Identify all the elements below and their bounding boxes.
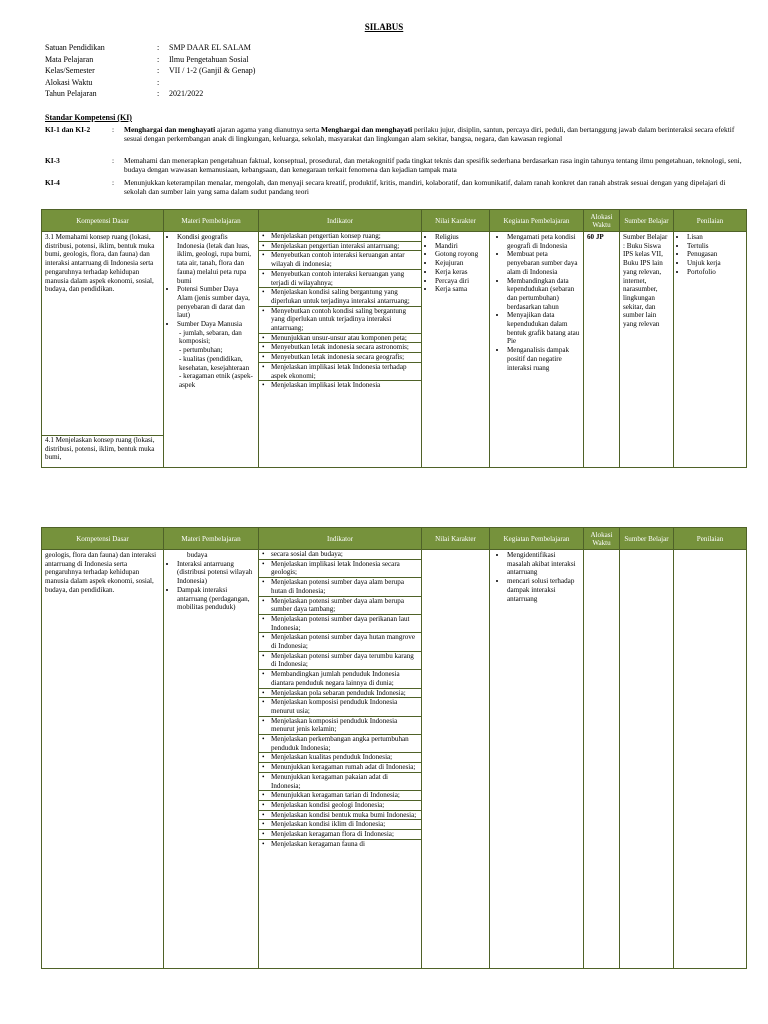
sk-heading: Standar Kompetensi (KI) bbox=[45, 113, 132, 122]
indikator-item: • Menyebutkan contoh interaksi keruangan antar wilayah di indonesia; bbox=[259, 251, 421, 269]
indikator-item: • Menjelaskan kondisi iklim di Indonesia; bbox=[259, 820, 421, 830]
list-item: • Interaksi antarruang (distribusi potensi wilayah Indonesia) bbox=[177, 560, 255, 586]
indikator-item: • Menjelaskan keragaman flora di Indonesia; bbox=[259, 830, 421, 840]
list-item: • Mengamati peta kondisi geografi di Indonesia bbox=[507, 233, 580, 250]
table-row bbox=[42, 550, 747, 969]
indikator-cell bbox=[259, 550, 422, 969]
list-item: • Menganalisis dampak positif dan negatire interaksi ruang bbox=[507, 346, 580, 372]
indikator-item: • Menjelaskan komposisi penduduk Indonesia menurut usia; bbox=[259, 698, 421, 716]
indikator-item: • Menyebutkan contoh kondisi saling bergantung yang diperlukan untuk terjadinya interaksi antarruang; bbox=[259, 307, 421, 334]
header-kegiatan: Kegiatan Pembelajaran bbox=[490, 210, 584, 232]
list-item: • Lisan bbox=[687, 233, 743, 242]
header-indikator: Indikator bbox=[259, 210, 422, 232]
indikator-item: • Menjelaskan potensi sumber daya hutan mangrove di Indonesia; bbox=[259, 633, 421, 651]
indikator-continued: • secara sosial dan budaya; bbox=[259, 550, 421, 560]
indikator-item: • Menjelaskan perkembangan angka pertumbuhan penduduk Indonesia; bbox=[259, 735, 421, 753]
penilaian-cell bbox=[674, 550, 747, 969]
list-item: • Membuat peta penyebaran sumber daya alam di Indonesia bbox=[507, 250, 580, 276]
ki-row: KI-4 : Menunjukkan keterampilan menalar, mengolah, dan menyaji secara kreatif, produktif, kritis, mandiri, kolaboratif, dan komunikatif, dalam ranah konkret dan ranah abstrak sesuai dengan yang dipelajari di sekolah dan sumber lain yang sama dalam sudut pandang teori bbox=[45, 178, 726, 196]
list-item: • Kondisi geografis Indonesia (letak dan luas, iklim, geologi, rupa bumi, tata air, tanah, flora dan fauna) melalui peta rupa bumi bbox=[177, 233, 255, 285]
info-block bbox=[45, 42, 255, 100]
silabus-table-1 bbox=[41, 209, 747, 468]
kd-text: 3.1 Memahami konsep ruang (lokasi, distribusi, potensi, iklim, bentuk muka bumi, geologis, flora, dan fauna) dan interaksi antarruang di Indonesia serta pengaruhnya terhadap kehidupan manusia dalam aspek ekonomi, sosial, budaya, dan pendidikan. bbox=[45, 233, 155, 294]
list-item: • Mandiri bbox=[435, 242, 486, 251]
materi-continued: budaya bbox=[187, 551, 208, 559]
sumber-cell bbox=[620, 550, 674, 969]
kegiatan-cell bbox=[490, 232, 584, 468]
indikator-item: • Menjelaskan kondisi geologi Indonesia; bbox=[259, 801, 421, 811]
indikator-item: • Menjelaskan potensi sumber daya alam berupa sumber daya tambang; bbox=[259, 597, 421, 615]
info-row: Alokasi Waktu : bbox=[45, 77, 160, 87]
header-nilai-karakter: Nilai Karakter bbox=[422, 528, 490, 550]
nilai-cell bbox=[422, 232, 490, 468]
header-materi: Materi Pembelajaran bbox=[164, 210, 259, 232]
indikator-item: • Menjelaskan kualitas penduduk Indonesia; bbox=[259, 753, 421, 763]
info-row: Tahun Pelajaran : 2021/2022 bbox=[45, 89, 204, 99]
indikator-item: • Menunjukkan keragaman rumah adat di Indonesia; bbox=[259, 763, 421, 773]
list-item: • Percaya diri bbox=[435, 277, 486, 286]
info-row: Mata Pelajaran : Ilmu Pengetahuan Sosial bbox=[45, 54, 249, 64]
list-item: - keragaman etnik (aspek-aspek bbox=[179, 372, 255, 389]
header-alokasi: Alokasi Waktu bbox=[584, 528, 620, 550]
info-row: Satuan Pendidikan : SMP DAAR EL SALAM bbox=[45, 43, 251, 52]
header-kegiatan: Kegiatan Pembelajaran bbox=[490, 528, 584, 550]
indikator-item: • Menyebutkan contoh interaksi keruangan yang terjadi di wilayahnya; bbox=[259, 270, 421, 288]
list-item: • Gotong royong bbox=[435, 250, 486, 259]
table-header-row bbox=[42, 528, 747, 550]
header-alokasi: Alokasi Waktu bbox=[584, 210, 620, 232]
indikator-cell bbox=[259, 232, 422, 468]
kd-text: 4.1 Menjelaskan konsep ruang (lokasi, distribusi, potensi, iklim, bentuk muka bumi, bbox=[42, 435, 163, 462]
indikator-item: • Menjelaskan komposisi penduduk Indonesia menurut jenis kelamin; bbox=[259, 717, 421, 735]
header-nilai-karakter: Nilai Karakter bbox=[422, 210, 490, 232]
list-item: • Potensi Sumber Daya Alam (jenis sumber daya, penyebaran di darat dan laut) bbox=[177, 285, 255, 320]
sumber-cell: Sumber Belajar : Buku Siswa IPS kelas VII, Buku IPS lain yang relevan, internet, narasumber, lingkungan sekitar, dan sumber lain yang relevan bbox=[620, 232, 674, 468]
list-item: - pertumbuhan; bbox=[179, 346, 255, 355]
ki-row: KI-1 dan KI-2 : Menghargai dan menghayati ajaran agama yang dianutnya serta Menghargai dan menghayati perilaku jujur, disiplin, santun, percaya diri, peduli, dan bertanggung jawab dalam berinteraksi secara efektif sesuai dengan perkembangan anak di lingkungan, keluarga, sekolah, masyarakat dan lingkungan alam sekitar, bangsa, negara, dan kawasan regional bbox=[45, 125, 735, 143]
kd-cell: geologis, flora dan fauna) dan interaksi antarruang di Indonesia serta pengaruhnya terhadap kehidupan manusia dalam aspek ekonomi, sosial, budaya, dan pendidikan. bbox=[42, 550, 164, 969]
list-item: • Mengidentifikasi masalah akibat interaksi antarruang bbox=[507, 551, 580, 577]
indikator-item: • Menjelaskan pengertian interaksi antarruang; bbox=[259, 242, 421, 252]
alokasi-cell bbox=[584, 550, 620, 969]
indikator-item: • Menjelaskan implikasi letak Indonesia terhadap aspek ekonomi; bbox=[259, 363, 421, 381]
indikator-item: • Menunjukkan keragaman tarian di Indonesia; bbox=[259, 791, 421, 801]
alokasi-cell: 60 JP bbox=[584, 232, 620, 468]
list-item: • mencari solusi terhadap dampak interaksi antarruang bbox=[507, 577, 580, 603]
list-item: • Membandingkan data kependudukan (sebaran dan pertumbuhan) berdasarkan tahun bbox=[507, 277, 580, 312]
silabus-table-2 bbox=[41, 527, 747, 969]
list-item: • Religius bbox=[435, 233, 486, 242]
kegiatan-cell bbox=[490, 550, 584, 969]
header-materi: Materi Pembelajaran bbox=[164, 528, 259, 550]
header-kompetensi-dasar: Kompetensi Dasar bbox=[42, 528, 164, 550]
indikator-item: • Menjelaskan potensi sumber daya terumbu karang di Indonesia; bbox=[259, 652, 421, 670]
indikator-item: • Menjelaskan implikasi letak Indonesia secara geologis; bbox=[259, 560, 421, 578]
indikator-item: • Menjelaskan implikasi letak Indonesia bbox=[259, 381, 421, 390]
indikator-item: • Menjelaskan kondisi bentuk muka bumi Indonesia; bbox=[259, 811, 421, 821]
indikator-item: • Menjelaskan pola sebaran penduduk Indonesia; bbox=[259, 689, 421, 699]
indikator-item: • Menyebutkan letak indonesia secara geografis; bbox=[259, 353, 421, 363]
list-item: • Portofolio bbox=[687, 268, 743, 277]
header-sumber: Sumber Belajar bbox=[620, 210, 674, 232]
header-penilaian: Penilaian bbox=[674, 528, 747, 550]
info-row: Kelas/Semester : VII / 1-2 (Ganjil & Genap) bbox=[45, 66, 256, 76]
list-item: • Penugasan bbox=[687, 250, 743, 259]
list-item: • Kejujuran bbox=[435, 259, 486, 268]
indikator-item: • Membandingkan jumlah penduduk Indonesia diantara penduduk negara lainnya di dunia; bbox=[259, 670, 421, 688]
indikator-item: • Menunjukkan keragaman pakaian adat di Indonesia; bbox=[259, 773, 421, 791]
nilai-cell bbox=[422, 550, 490, 969]
kd-cell bbox=[42, 232, 164, 468]
indikator-item: • Menjelaskan keragaman fauna di bbox=[259, 840, 421, 849]
list-item: • Tertulis bbox=[687, 242, 743, 251]
list-item: • Unjuk kerja bbox=[687, 259, 743, 268]
indikator-item: • Menjelaskan potensi sumber daya perikanan laut Indonesia; bbox=[259, 615, 421, 633]
list-item: • Kerja sama bbox=[435, 285, 486, 294]
header-kompetensi-dasar: Kompetensi Dasar bbox=[42, 210, 164, 232]
list-item: • Sumber Daya Manusia bbox=[177, 320, 255, 329]
indikator-item: • Menyebutkan letak indonesia secara astronomis; bbox=[259, 343, 421, 353]
table-header-row bbox=[42, 210, 747, 232]
indikator-item: • Menjelaskan pengertian konsep ruang; bbox=[259, 232, 421, 242]
ki-row: KI-3 : Memahami dan menerapkan pengetahuan faktual, konseptual, prosedural, dan metakognitif pada tingkat teknis dan spesifik sederhana berdasarkan rasa ingin tahunya tentang ilmu pengetahuan, teknologi, seni, budaya dengan wawasan kemanusiaan, kebangsaan, dan kenegaraan terkait fenomena dan kejadian tampak mata bbox=[45, 156, 742, 174]
indikator-item: • Menjelaskan potensi sumber daya alam berupa hutan di Indonesia; bbox=[259, 578, 421, 596]
document-title: SILABUS bbox=[364, 22, 404, 32]
materi-cell bbox=[164, 232, 259, 468]
list-item: • Dampak interaksi antarruang (perdagangan, mobilitas penduduk) bbox=[177, 586, 255, 612]
header-sumber: Sumber Belajar bbox=[620, 528, 674, 550]
list-item: • Kerja keras bbox=[435, 268, 486, 277]
list-item: - jumlah, sebaran, dan komposisi; bbox=[179, 329, 255, 346]
header-penilaian: Penilaian bbox=[674, 210, 747, 232]
table-row bbox=[42, 232, 747, 468]
penilaian-cell bbox=[674, 232, 747, 468]
indikator-item: • Menjelaskan kondisi saling bergantung yang diperlukan untuk terjadinya interaksi antarruang; bbox=[259, 288, 421, 306]
list-item: • Menyajikan data kependudukan dalam bentuk grafik batang atau Pie bbox=[507, 311, 580, 346]
materi-cell bbox=[164, 550, 259, 969]
indikator-item: • Menunjukkan unsur-unsur atau komponen peta; bbox=[259, 334, 421, 344]
header-indikator: Indikator bbox=[259, 528, 422, 550]
list-item: - kualitas (pendidikan, kesehatan, kesejahteraan bbox=[179, 355, 255, 372]
